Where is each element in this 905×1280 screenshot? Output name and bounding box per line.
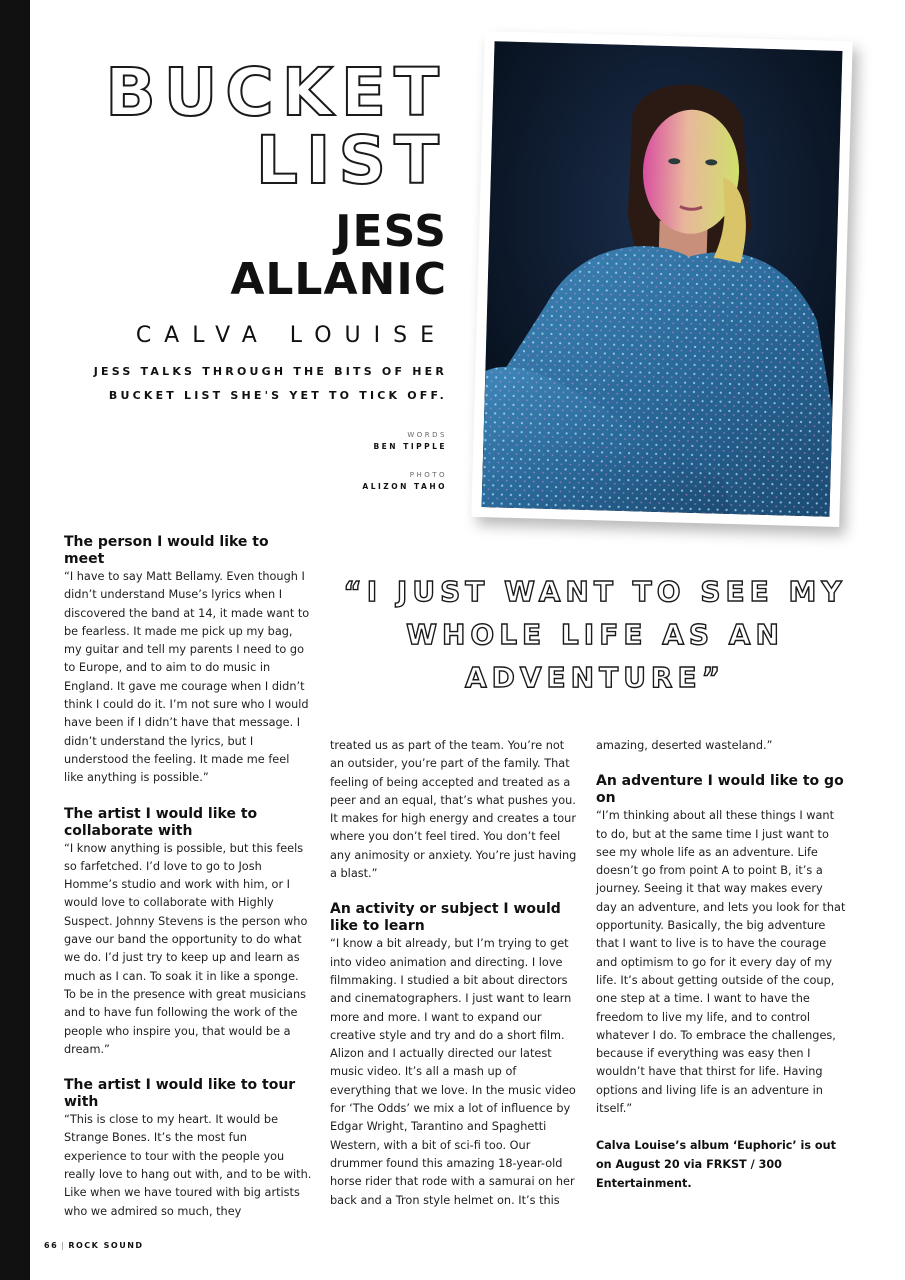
credit-value: ALIZON TAHO [362,482,447,491]
column-3 [596,737,846,1193]
subject-first-name: JESS [335,206,447,257]
portrait-photo [482,41,843,517]
page-number: 66 [44,1241,59,1250]
section-body-learn: “I know a bit already, but I’m trying to get into video animation and directing. I love filmmaking. I studied a bit about directors and cinematographers. I just want to learn more and more. I want to expand our creative style and try and do a short film. Alizon and I actually directed our latest music video. It’s all a mash up of everything that we love. In the music video for ‘The Odds’ we mix a lot of influence by Edgar Wright, Tarantino and Spaghetti Western, with a bit of sci-fi too. Our drummer found this amazing 18-year-old horse rider that rode with a samurai on her back and a Tron style helmet on. It’s this [330,937,576,1207]
subject-last-name: ALLANIC [230,254,447,305]
section-body-tour: “This is close to my heart. It would be Strange Bones. It’s the most fun experience to tour with the people you really love to hang out with, and to be with. Like when we have toured with big artists who we admired so much, they [64,1113,312,1218]
album-info: Calva Louise’s album ‘Euphoric’ is out on August 20 via FRKST / 300 Entertainment. [596,1139,836,1191]
section-heading-tour: The artist I would like to tour with [64,1077,296,1111]
section-heading-meet: The person I would like to meet [64,534,269,567]
section-body-tour-continued: treated us as part of the team. You’re not an outsider, you’re part of the family. That feeling of being accepted and treated as a peer and an equal, that’s what pushes you. It makes for high energy and creates a tour where you don’t feel tired. You don’t feel any animosity or anxiety. You’re just having a blast.” [330,739,577,881]
band-name: CALVA LOUISE [135,323,447,348]
title-line-2: LIST [255,122,447,199]
credit-photo [362,470,447,492]
credit-label: WORDS [407,431,447,439]
section-body-collaborate: “I know anything is possible, but this feels so farfetched. I’d love to go to Josh Homme’s studio and work with him, or I would love to collaborate with Highly Suspect. Johnny Stevens is the person who gave our band the opportunity to do what we do. I’d just try to keep up and learn as much as I can. To soak it in like a sponge. To be in the presence with great musicians and to have fun following the work of the people who inspire you, that would be a dream.” [64,841,308,1056]
section-heading-collaborate: The artist I would like to collaborate with [64,805,258,839]
section-body-adventure: “I’m thinking about all these things I want to do, but at the same time I just want to see my whole life as an adventure. Life doesn’t go from point A to point B, it’s a journey. Seeing it that way makes every day an adventure, and lets you look for that opportunity. Basically, the big adventure that I want to live is to have the courage and optimism to go for it every day of my life. It’s about getting outside of the coup, one step at a time. I want to have the freedom to live my life, and to control whatever I do. To embrace the challenges, because if everything was easy then I wouldn’t have that thirst for life. Having options and living life is an adventure in itself.” [596,809,846,1116]
section-heading-learn: An activity or subject I would like to learn [330,901,561,935]
standfirst: JESS TALKS THROUGH THE BITS OF HER BUCKET LIST SHE'S YET TO TICK OFF. [93,365,447,402]
portrait-photo-frame [471,31,852,527]
page-footer: 66 | ROCK SOUND [44,1241,144,1250]
title-line-1: BUCKET [105,54,447,131]
column-1 [64,534,312,1221]
pull-quote: “I JUST WANT TO SEE MY WHOLE LIFE AS AN ADVENTURE” [343,575,847,694]
magazine-name: ROCK SOUND [68,1241,144,1250]
section-heading-adventure: An adventure I would like to go on [596,773,844,807]
column-2 [330,737,580,1210]
binding-spine [0,0,30,1280]
credit-value: BEN TIPPLE [373,442,447,451]
section-body-learn-continued: amazing, deserted wasteland.” [596,739,773,752]
credit-words [373,430,447,452]
section-body-meet: “I have to say Matt Bellamy. Even though I didn’t understand Muse’s lyrics when I discovered the band at 14, it made want to be fearless. It made me pick up my bag, my guitar and tell my parents I need to go to Europe, and to aim to do music in England. It gave me courage when I didn’t think I could do it. I’m not sure who I would have been if I didn’t have that message. I didn’t understand the lyrics, but I understood the feeling. It made me feel like anything is possible.” [64,570,310,785]
credit-label: PHOTO [409,471,447,479]
